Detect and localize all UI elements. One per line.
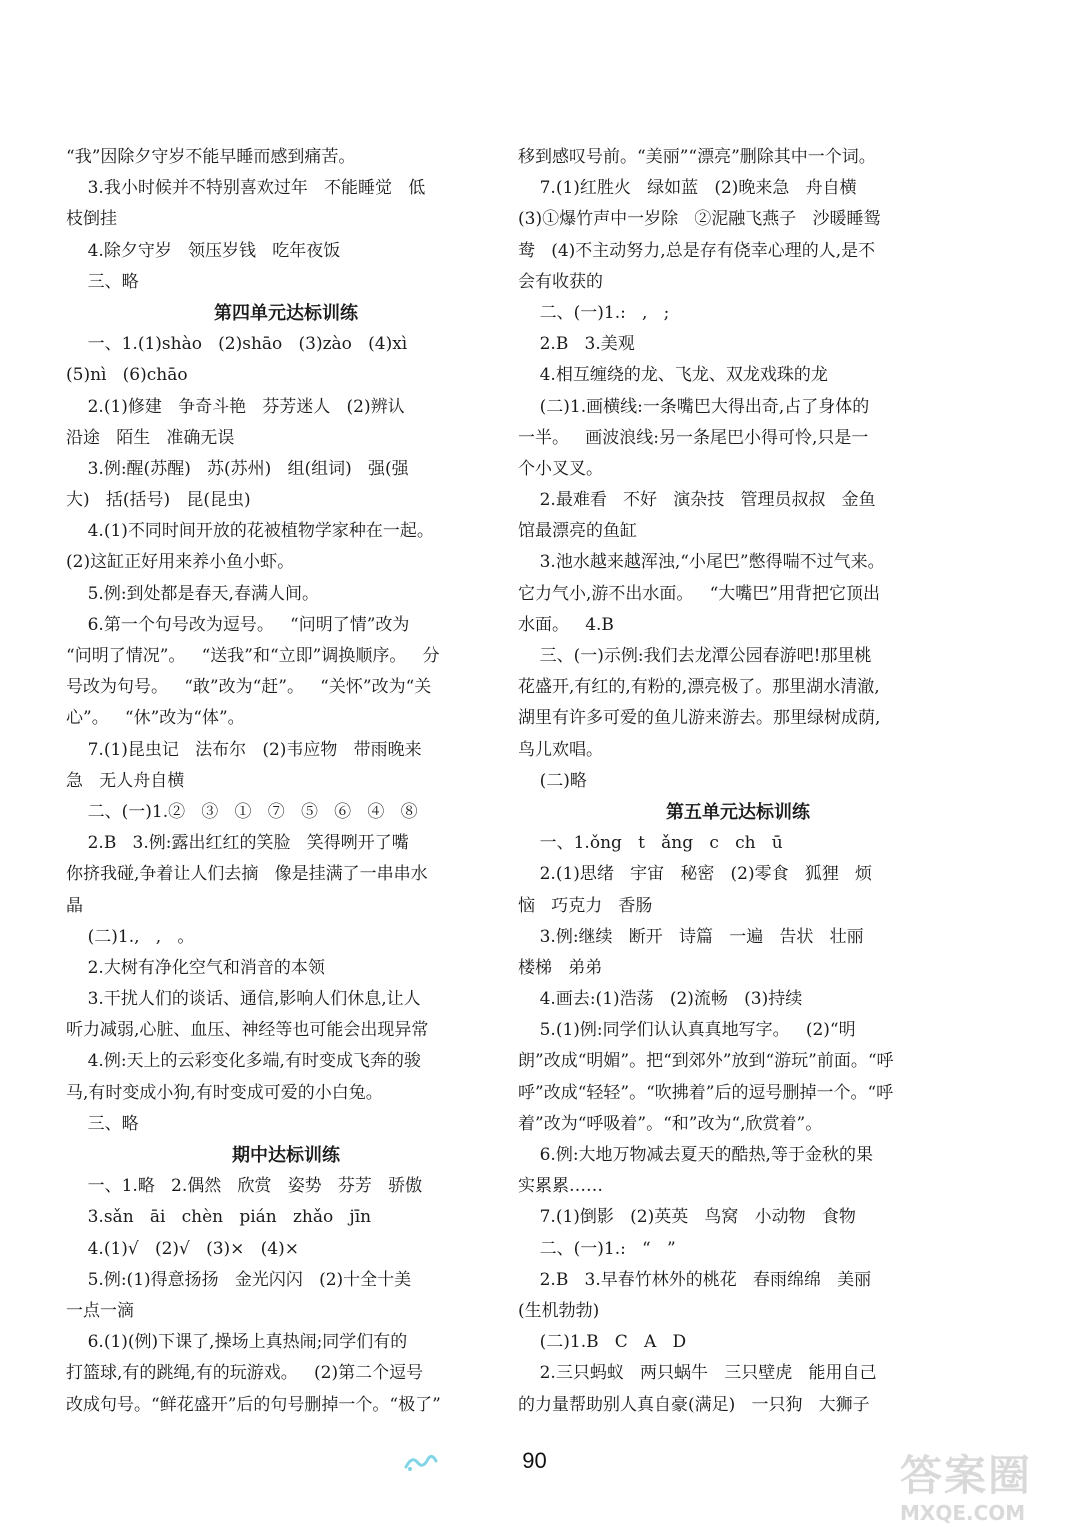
section-heading: 第五单元达标训练 — [666, 801, 810, 823]
answer-line: 改成句号。“鲜花盛开”后的句号删掉一个。“极了” — [66, 1394, 441, 1415]
answer-line: 三、略 — [66, 1113, 139, 1134]
answer-line: (二)1.B C A D — [518, 1332, 687, 1353]
answer-line: 实累累…… — [518, 1176, 603, 1197]
answer-line: 馆最漂亮的鱼缸 — [518, 521, 637, 542]
answer-line: 4.除夕守岁 领压岁钱 吃年夜饭 — [66, 240, 341, 261]
answer-line: 恼 巧克力 香肠 — [518, 895, 653, 916]
answer-line: (2)这缸正好用来养小鱼小虾。 — [66, 552, 295, 573]
answer-line: 7.(1)倒影 (2)英英 鸟窝 小动物 食物 — [518, 1207, 856, 1228]
page-number: 90 — [522, 1448, 547, 1473]
answer-line: 2.B 3.例:露出红红的笑脸 笑得咧开了嘴 — [66, 833, 409, 854]
answer-line: 4.(1)不同时间开放的花被植物学家种在一起。 — [66, 521, 434, 542]
section-heading: 期中达标训练 — [232, 1145, 340, 1166]
answer-line: 4.画去:(1)浩荡 (2)流畅 (3)持续 — [518, 989, 803, 1010]
answer-line: 急 无人舟自横 — [66, 770, 185, 791]
watermark-logo — [900, 1452, 1064, 1532]
answer-line: (5)nì (6)chāo — [66, 365, 188, 386]
answer-line: 一半。 画波浪线:另一条尾巴小得可怜,只是一 — [518, 427, 869, 448]
answer-line: 沿途 陌生 准确无误 — [66, 427, 235, 448]
answer-line: 7.(1)红胜火 绿如蓝 (2)晚来急 舟自横 — [518, 178, 857, 199]
section-heading: 第四单元达标训练 — [214, 302, 358, 324]
answer-line: 心”。 “休”改为“体”。 — [66, 708, 245, 729]
answer-line: “问明了情况”。 “送我”和“立即”调换顺序。 分 — [66, 646, 440, 666]
left-column — [66, 142, 506, 1421]
answer-line: 它力气小,游不出水面。 “大嘴巴”用背把它顶出 — [518, 583, 880, 604]
answer-line: 2.(1)思绪 宇宙 秘密 (2)零食 狐狸 烦 — [518, 864, 873, 885]
answer-line: 4.相互缠绕的龙、飞龙、双龙戏珠的龙 — [518, 365, 828, 386]
answer-line: 号改为句号。 “敢”改为“赶”。 “关怀”改为“关 — [66, 677, 432, 698]
answer-line: 水面。 4.B — [518, 614, 614, 635]
answer-line: 鸯 (4)不主动努力,总是存有侥幸心理的人,是不 — [518, 240, 876, 261]
answer-line: 3.sǎn āi chèn pián zhǎo jīn — [66, 1207, 372, 1228]
answer-line: 鸟儿欢唱。 — [518, 739, 603, 760]
answer-line: 花盛开,有红的,有粉的,漂亮极了。那里湖水清澈, — [518, 677, 880, 698]
answer-line: 呼”改成“轻轻”。“吹拂着”后的逗号删掉一个。“呼 — [518, 1082, 894, 1103]
answer-line: 二、(一)1.: “ ” — [518, 1238, 676, 1259]
answer-line: (二)略 — [518, 770, 587, 791]
answer-line: 2.B 3.美观 — [518, 334, 635, 355]
answer-line: 6.第一个句号改为逗号。 “问明了情”改为 — [66, 614, 410, 635]
answer-line: 2.大树有净化空气和消音的本领 — [66, 957, 325, 978]
answer-line: 5.(1)例:同学们认认真真地写字。 (2)“明 — [518, 1020, 856, 1041]
answer-line: 4.(1)√ (2)√ (3)× (4)× — [66, 1238, 299, 1259]
watermark-sub-text: MXQE.COM — [900, 1501, 1026, 1525]
answer-line: (3)①爆竹声中一岁除 ②泥融飞燕子 沙暖睡鸳 — [518, 209, 881, 230]
answer-line: 的力量帮助别人真自豪(满足) 一只狗 大狮子 — [518, 1394, 870, 1415]
answer-line: 马,有时变成小狗,有时变成可爱的小白兔。 — [66, 1082, 383, 1103]
right-column — [518, 142, 958, 1421]
answer-line: (二)1., , 。 — [66, 926, 195, 947]
answer-line: 枝倒挂 — [66, 209, 117, 230]
answer-line: 一、1.ǒng t ǎng c ch ū — [518, 833, 783, 854]
answer-line: 二、(一)1.② ③ ① ⑦ ⑤ ⑥ ④ ⑧ — [66, 801, 418, 822]
answer-line: 7.(1)昆虫记 法布尔 (2)韦应物 带雨晚来 — [66, 739, 422, 760]
answer-line: 3.干扰人们的谈话、通信,影响人们休息,让人 — [66, 989, 421, 1010]
answer-line: 2.B 3.早春竹林外的桃花 春雨绵绵 美丽 — [518, 1269, 872, 1290]
answer-line: 三、(一)示例:我们去龙潭公园春游吧!那里桃 — [518, 646, 872, 666]
answer-line: 一点一滴 — [66, 1300, 134, 1321]
answer-line: 6.例:大地万物减去夏天的酷热,等于金秋的果 — [518, 1145, 873, 1165]
answer-line: 5.例:(1)得意扬扬 金光闪闪 (2)十全十美 — [66, 1269, 412, 1290]
answer-line: (生机勃勃) — [518, 1300, 600, 1321]
answer-line: 晶 — [66, 895, 83, 916]
answer-line: 你挤我碰,争着让人们去摘 像是挂满了一串串水 — [66, 864, 428, 885]
answer-line: 二、(一)1.: , ; — [518, 302, 670, 323]
answer-line: 朗”改成“明媚”。把“到郊外”放到“游玩”前面。“呼 — [518, 1051, 894, 1072]
answer-line: (二)1.画横线:一条嘴巴大得出奇,占了身体的 — [518, 396, 870, 417]
answer-line: 会有收获的 — [518, 271, 603, 292]
answer-line: 移到感叹号前。“美丽”“漂亮”删除其中一个词。 — [518, 147, 876, 167]
answer-line: 2.三只蚂蚁 两只蜗牛 三只壁虎 能用自己 — [518, 1363, 877, 1384]
answer-line: 三、略 — [66, 271, 139, 292]
answer-line: 3.例:醒(苏醒) 苏(苏州) 组(组词) 强(强 — [66, 458, 409, 479]
answer-line: 2.最难看 不好 演杂技 管理员叔叔 金鱼 — [518, 490, 876, 511]
answer-line: 6.(1)(例)下课了,操场上真热闹;同学们有的 — [66, 1332, 408, 1353]
answer-line: 个小叉叉。 — [518, 458, 603, 479]
answer-line: 4.例:天上的云彩变化多端,有时变成飞奔的骏 — [66, 1051, 421, 1072]
answer-line: 3.池水越来越浑浊,“小尾巴”憋得喘不过气来。 — [518, 552, 885, 573]
answer-line: 5.例:到处都是春天,春满人间。 — [66, 583, 319, 604]
answer-line: 3.例:继续 断开 诗篇 一遍 告状 壮丽 — [518, 926, 864, 947]
answer-line: 打篮球,有的跳绳,有的玩游戏。 (2)第二个逗号 — [66, 1363, 424, 1384]
answer-line: 3.我小时候并不特别喜欢过年 不能睡觉 低 — [66, 178, 426, 199]
answer-line: 一、1.(1)shào (2)shāo (3)zào (4)xì — [66, 334, 408, 355]
watermark-main-text: 答案圈 — [900, 1451, 1033, 1500]
answer-line: 湖里有许多可爱的鱼儿游来游去。那里绿树成荫, — [518, 708, 881, 729]
answer-line: 大) 括(括号) 昆(昆虫) — [66, 490, 251, 511]
answer-line: 着”改为“呼吸着”。“和”改为“,欣赏着”。 — [518, 1113, 823, 1134]
answer-line: 听力减弱,心脏、血压、神经等也可能会出现异常 — [66, 1020, 429, 1041]
answer-line: “我”因除夕守岁不能早睡而感到痛苦。 — [66, 147, 356, 167]
answer-line: 2.(1)修建 争奇斗艳 芬芳迷人 (2)辨认 — [66, 396, 405, 417]
answer-line: 楼梯 弟弟 — [518, 957, 603, 978]
answer-line: 一、1.略 2.偶然 欣赏 姿势 芬芳 骄傲 — [66, 1176, 423, 1197]
